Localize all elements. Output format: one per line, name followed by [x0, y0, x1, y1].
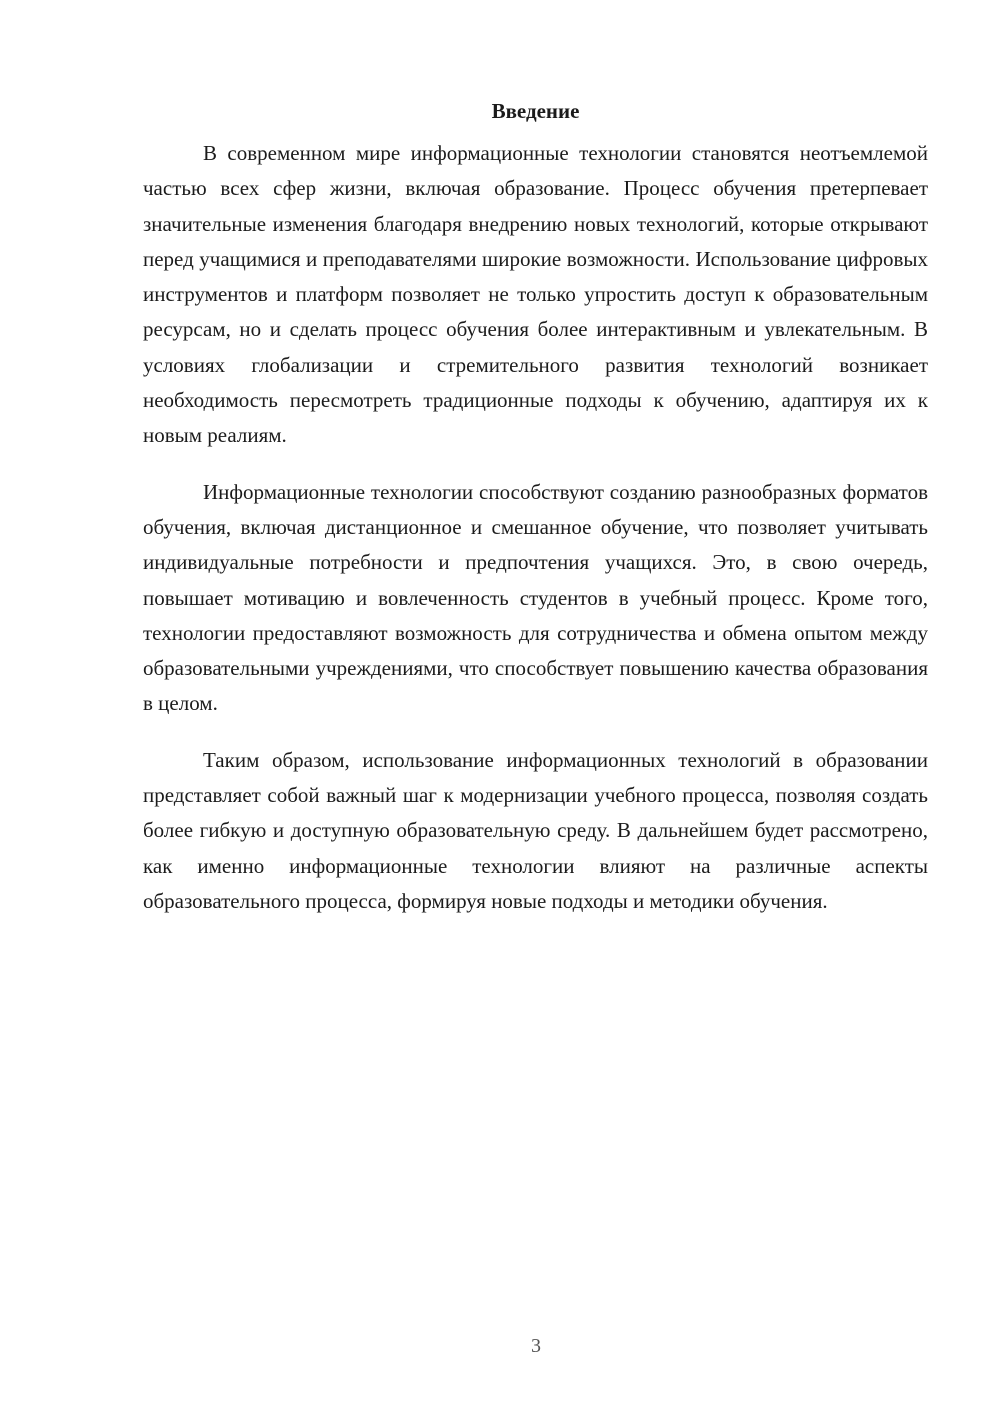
paragraph-2: Информационные технологии способствуют созданию разнообразных форматов обучения, включая дистанционное и смешанное обучение, что позволяет учитывать индивидуальные потребности и предпочтения учащихся. Это, в свою очередь, повышает мотивацию и вовлеченность студентов в учебный процесс. Кроме того, технологии предоставляют возможность для сотрудничества и обмена опытом между образовательными учреждениями, что способствует повышению качества образования в целом. [143, 479, 928, 716]
paragraph-1: В современном мире информационные технологии становятся неотъемлемой частью всех сфер жизни, включая образование. Процесс обучения претерпевает значительные изменения благодаря внедрению новых технологий, которые открывают перед учащимися и преподавателями широкие возможности. Использование цифровых инструментов и платформ позволяет не только упростить доступ к образовательным ресурсам, но и сделать процесс обучения более интерактивным и увлекательным. В условиях глобализации и стремительного развития технологий возникает необходимость пересмотреть традиционные подходы к обучению, адаптируя их к новым реалиям. [143, 141, 928, 448]
paragraph-3: Таким образом, использование информационных технологий в образовании представляет собой важный шаг к модернизации учебного процесса, позволяя создать более гибкую и доступную образовательную среду. В дальнейшем будет рассмотрено, как именно информационные технологии влияют на различные аспекты образовательного процесса, формируя новые подходы и методики обучения. [143, 747, 928, 913]
page-content [143, 96, 928, 940]
page-number: 3 [531, 1335, 541, 1357]
section-title: Введение [491, 99, 580, 123]
